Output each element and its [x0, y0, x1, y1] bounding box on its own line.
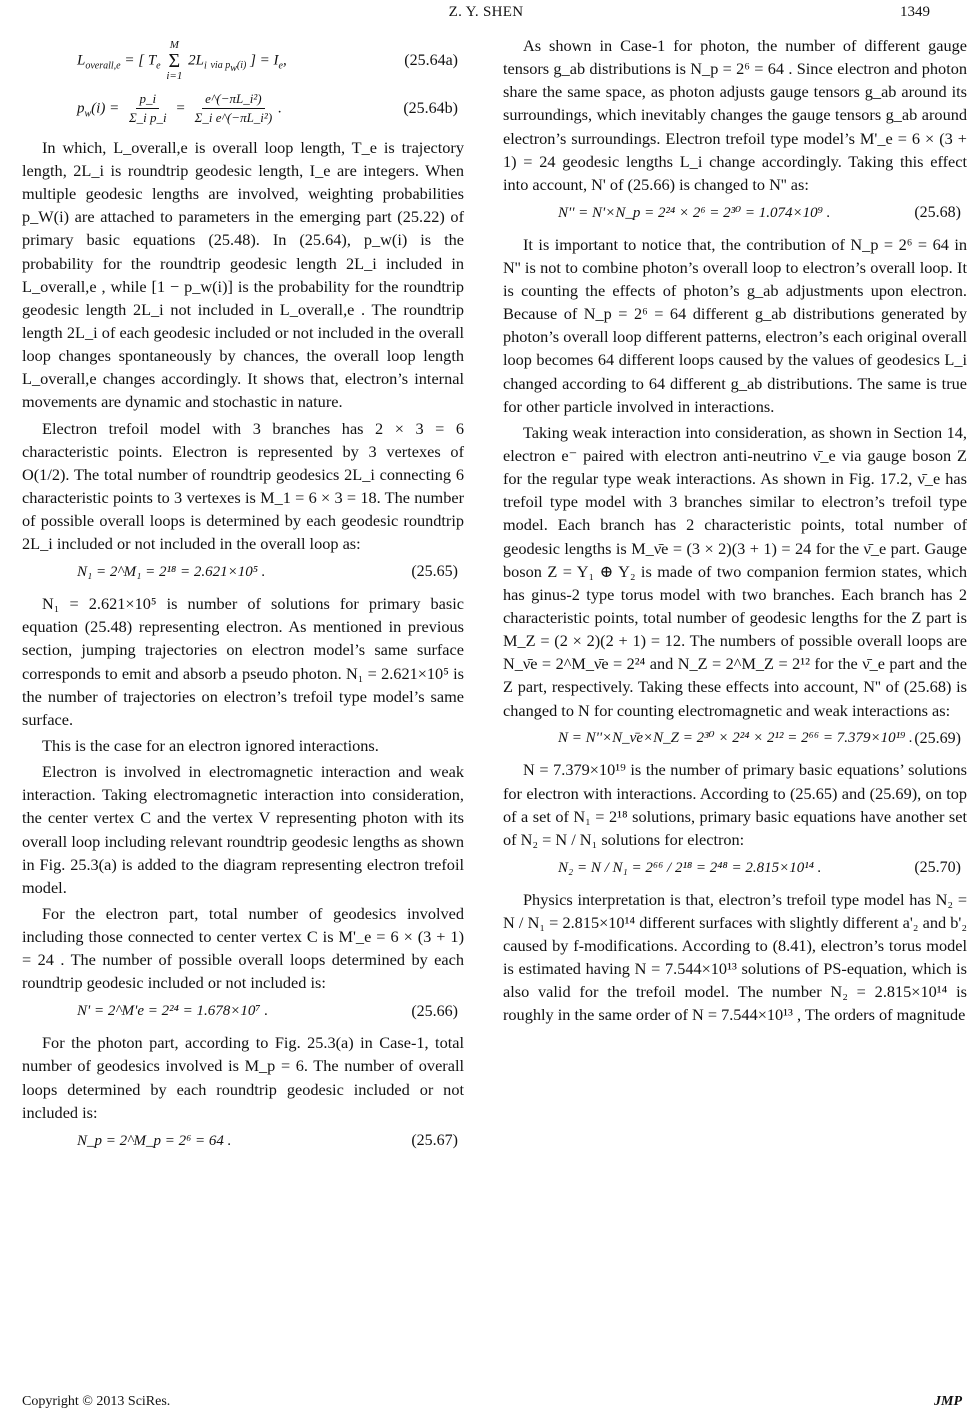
- fraction-probability: $\frac{p\_i}{\text{Σ\_i p\_i}}$: [128, 91, 167, 126]
- eq-64a-lhs: L: [77, 52, 86, 69]
- equation-number-25-64b: (25.64b): [403, 99, 458, 117]
- equation-25-66: N' = 2^M'e = 2²⁴ = 1.678×10⁷ . (25.66): [22, 1001, 464, 1024]
- fraction-exponential: $\frac{\text{e\textasciicircum{}(−πL\_i²)}}{\text{Σ\_i e\textasciicircum{}(−πL\_i²)}}$: [194, 91, 273, 126]
- equation-number-25-65: (25.65): [411, 563, 458, 581]
- left-column: [22, 34, 464, 1161]
- equation-25-68: N'' = N'×N_p = 2²⁴ × 2⁶ = 2³⁰ = 1.074×10⁹ . (25.68): [503, 202, 967, 225]
- right-column: [503, 34, 967, 1030]
- paragraph: As shown in Case-1 for photon, the number of different gauge tensors g_ab distributions is N_p = 2⁶ = 64 . Since electron and photon share the same space, as photon adjusts gauge tensors g_ab around its surroundings, which inevitably changes the gauge tensors g_ab around electron’s surroundings. Electron trefoil type model’s M'_e = 6 × (3 + 1) = 24 geodesic lengths L_i change accordingly. Taking this effect into account, N' of (25.66) is changed to N'' as:: [503, 36, 967, 194]
- paragraph: For the photon part, according to Fig. 25.3(a) in Case-1, total number of geodesics involved is M_p = 6. The number of overall loops determined by each roundtrip geodesic included or not included is:: [22, 1033, 464, 1122]
- equation-number-25-68: (25.68): [914, 203, 961, 221]
- paragraph: Taking weak interaction into consideration, as shown in Section 14, electron e⁻ paired with electron anti-neutrino ν̄_e via gauge boson Z for the regular type weak interactions. As shown in Fig. 17.2, ν̄_e has trefoil type model with 3 branches similar to electron’s trefoil type model. Each branch has 2 characteristic points, total number of geodesic lengths is M_ν̄e = (3 × 2)(3 + 1) = 24 for the ν̄_e part. Gauge boson Z = Y₁ ⊕ Y₂ is made of two companion fermion states, which has ginus-2 type torus model with two branches. Each branch has 2 characteristic points, total number of geodesic lengths for the Z part is M_Z = (2 × 2)(2 + 1) = 12. The numbers of possible overall loops are N_ν̄e = 2^M_ν̄e = 2²⁴ and N_Z = 2^M_Z = 2¹² for the ν̄_e part and the Z part, respectively. Taking these effects into account, N'' of (25.68) is changed to N for counting electromagnetic and weak interactions as:: [503, 422, 967, 720]
- equation-25-67: N_p = 2^M_p = 2⁶ = 64 . (25.67): [22, 1130, 464, 1153]
- equation-25-70: N₂ = N / N₁ = 2⁶⁶ / 2¹⁸ = 2⁴⁸ = 2.815×10¹⁴ . (25.70): [503, 857, 967, 880]
- running-header-author: Z. Y. SHEN: [448, 4, 524, 20]
- equation-number-25-66: (25.66): [411, 1002, 458, 1020]
- equation-number-25-64a: (25.64a): [404, 51, 458, 69]
- equation-number-25-67: (25.67): [411, 1131, 458, 1149]
- page-number: 1349: [900, 4, 930, 20]
- equation-25-69: N = N''×N_ν̄e×N_Z = 2³⁰ × 2²⁴ × 2¹² = 2⁶⁶ = 7.379×10¹⁹ . (25.69): [503, 728, 967, 751]
- paragraph: Electron is involved in electromagnetic interaction and weak interaction. Taking electromagnetic interaction into consideration, the center vertex C and the vertex V representing photon with its overall loop including relevant roundtrip geodesic lengths as shown in Fig. 25.3(a) is added to the diagram representing electron trefoil model.: [22, 762, 464, 897]
- paragraph: Electron trefoil model with 3 branches has 2 × 3 = 6 characteristic points. Electron is represented by 3 vertexes of O(1/2). The total number of roundtrip geodesics 2L_i connecting 6 characteristic points to 3 vertexes is M_1 = 6 × 3 = 18. The number of possible overall loops is determined by each geodesic roundtrip 2L_i included or not included in the overall loop as:: [22, 418, 464, 554]
- paragraph: Physics interpretation is that, electron’s trefoil type model has N₂ = N / N₁ = 2.815×10¹⁴ different surfaces with slightly different a'₂ and b'₂ caused by f-modifications. According to (8.41), electron’s torus model is estimated having N = 7.544×10¹³ solutions of PS-equation, which is also valid for the trefoil model. The number N₂ = 2.815×10¹⁴ is roughly in the same order of N = 7.544×10¹³ , The orders of magnitude: [503, 889, 967, 1025]
- equation-number-25-70: (25.70): [914, 858, 961, 876]
- paragraph: For the electron part, total number of geodesics involved including those connected to center vertex C is M'_e = 6 × (3 + 1) = 24 . The number of possible overall loops determined by each roundtrip geodesic included or not included is:: [22, 903, 464, 993]
- footer-copyright: Copyright © 2013 SciRes.: [22, 1394, 171, 1409]
- paragraph: N₁ = 2.621×10⁵ is number of solutions for primary basic equation (25.48) representing electron. As mentioned in previous section, jumping trajectories on electron model’s same surface corresponds to emit and absorb a pseudo photon. N₁ = 2.621×10⁵ is the number of trajectories on electron’s trefoil type model’s same surface.: [22, 594, 464, 729]
- equation-25-65: N₁ = 2^M₁ = 2¹⁸ = 2.621×10⁵ . (25.65): [22, 561, 464, 584]
- equation-25-64b: $p_w(i)$ = $\frac{p\_i}{\text{Σ\_i p\_i}}$ = $\frac{\text{e\textasciicircum{}(−πL\_i²)}}{\text{Σ\_i e\textasciicircum{}(−πL\_i²)}}$ . (25.64b): [22, 90, 464, 128]
- paragraph: N = 7.379×10¹⁹ is the number of primary basic equations’ solutions for electron with interactions. According to (25.65) and (25.69), on top of a set of N₁ = 2¹⁸ solutions, primary basic equations have another set of N₂ = N / N₁ solutions for electron:: [503, 760, 967, 849]
- paragraph: This is the case for an electron ignored interactions.: [42, 736, 379, 755]
- paragraph: In which, L_overall,e is overall loop length, T_e is trajectory length, 2L_i is roundtrip geodesic length, I_e are integers. When multiple geodesic lengths are involved, weighting probabilities p_W(i) are attached to parameters in the emerging part (25.22) of primary basic equations (25.48). In (25.64), p_w(i) is the probability for the roundtrip geodesic length 2L_i included in L_overall,e , while [1 − p_w(i)] is the probability for the roundtrip geodesic length 2L_i not included in L_overall,e . The roundtrip length 2L_i of each geodesic included or not included in the overall loop changes spontaneously by chances, the overall loop length L_overall,e changes accordingly. It shows that, electron’s internal movements are dynamic and stochastic in nature.: [22, 137, 464, 412]
- equation-25-64a: $L_{overall,e}$ = [ $T_e$ M Σ i=1 $2L_i$ $_{via p_w(i)}$ ] = $I_e$, (25.64a): [22, 40, 464, 82]
- footer-journal: JMP: [934, 1394, 962, 1409]
- paragraph: It is important to notice that, the contribution of N_p = 2⁶ = 64 in N'' is not to combine photon’s overall loop to electron’s overall loop. It is counting the effects of photon’s g_ab adjustments upon electron. Because of N_p = 2⁶ = 64 different g_ab distributions generated by photon’s overall loop different patterns, electron’s each original overall loop becomes 64 different loops caused by the values of geodesics L_i changed according to 64 different g_ab distributions. The same is true for other particle involved in interactions.: [503, 234, 967, 416]
- equation-number-25-69: (25.69): [914, 729, 961, 747]
- summation-symbol: M Σ i=1: [166, 39, 183, 82]
